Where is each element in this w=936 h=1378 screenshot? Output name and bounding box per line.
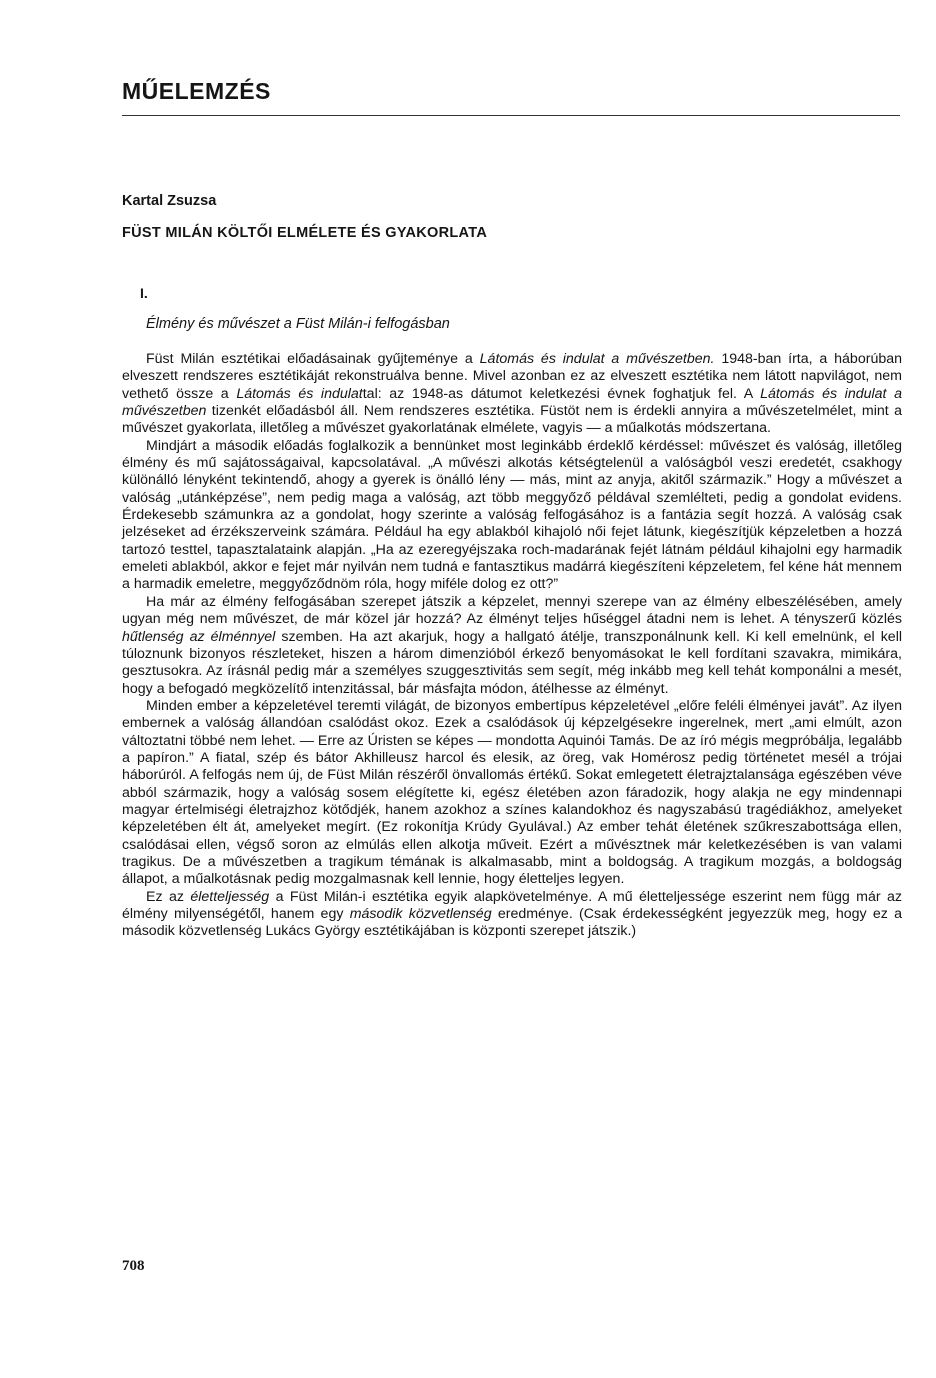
text-run: Ez az	[146, 888, 191, 905]
section-heading: MŰELEMZÉS	[122, 78, 271, 104]
text-run: Ha már az élmény felfogásában szerepet játszik a képzelet, mennyi szerepe van az élmény elbeszélésében, amely ugyan még nem művészet, de már közel jár hozzá? Az élményt teljes hűséggel átadni nem is lehet. A tényszerű közlés	[122, 593, 902, 628]
italic-title-ref: második közvetlenség	[349, 906, 492, 922]
text-run: Füst Milán esztétikai előadásainak gyűjteménye a	[146, 351, 480, 367]
text-run: tal: az 1948-as dátumot keletkezési évnek foghatjuk fel. A	[362, 385, 761, 402]
text-run: Mindjárt a második előadás foglalkozik a bennünket most leginkább érdeklő kérdéssel: művészet és valóság, illetőleg élmény és mű sajátosságaival, kapcsolatával. „A művészi alkotás kétségtelenül a valóságból veszi eredetét, csakhogy különálló lényként tekintendő, ahogy a gyerek is önálló lény — más, mint az anyja, akitől származik.” Hogy a művészet a valóság „utánképzése”, nem pedig maga a valóság, azt több meggyőző példával szemlélteti, pedig a gondolat evidens. Érdekesebb számunkra az a gondolat, hogy szerinte a valóság felfogásához is a fantázia segít hozzá. A valóság csak jelzéseket ad érzékszerveink számára. Például ha egy ablakból kihajoló női fejet látunk, kiegészítjük képzeletben a hozzá tartozó testtel, tapasztalataink alapján. „Ha az ezeregyéjszaka roch-madarának fejét látnám például kihajolni egy harmadik emeleti ablakból, akkor e fejet már nyilván nem tudná e fantasztikus madárrá kiegészíteni képzeletem, fel kéne hát mennem a harmadik emeletre, meggyőződnöm róla, hogy miféle dolog ez ott?”	[122, 437, 902, 593]
article-body	[122, 351, 902, 941]
paragraph-1	[122, 351, 902, 438]
text-run: Minden ember a képzeletével teremti világát, de bizonyos embertípus képzeletével „előre feléli élményei javát”. Az ilyen embernek a valóság állandóan csalódást okoz. Ezek a csalódások új képzelgésekre ingerelnek, mert „ami elmúlt, azon változtatni többé nem lehet. — Erre az Úristen se képes — mondotta Aquinói Tamás. De az író mégis megpróbálja, legalább a papíron.” A fiatal, szép és bátor Akhilleusz harcol és elesik, az öreg, vak Homérosz pedig történetet mesél a trójai háborúról. A felfogás nem új, de Füst Milán részéről önvallomás értékű. Sokat emlegetett életrajztalansága egészében véve abból származik, hogy a valóság sosem elégítette ki, egész életében azon fáradozik, hogy alakja ne egy mindennapi magyar értelmiségi életrajzhoz kötődjék, hanem azokhoz a színes kalandokhoz és nagyszabású tragédiákhoz, amelyeket képzeletében élt át, amelyeket megírt. (Ez rokonítja Krúdy Gyulával.) Az ember tehát életének szűkreszabottsága ellen, csalódásai ellen, végső soron az elmúlás ellen alkotja műveit. Ezért a művésztnek már keletkezésében is van valami tragikus. De a művészetben a tragikum témának is alkalmasabb, mint a boldogság. A tragikum mozgás, a boldogság állapot, a műalkotásnak pedig mozgalmasnak kell lennie, hogy életteljes legyen.	[122, 697, 902, 888]
text-run: szemben. Ha azt akarjuk, hogy a hallgató átélje, transzponálnunk kell. Ki kell emelnünk, el kell túloznunk bizonyos részleteket, hiszen a három dimenzióból érkező benyomásokat le kell fordítani szavakra, mimikára, gesztusokra. Az írásnál pedig már a személyes szuggesztivitás sem segít, még inkább meg kell tehát komponálni a mesét, hogy a befogadó megközelítő intenzitással, bár másfajta módon, átélhesse az élményt.	[122, 628, 902, 697]
page-number: 708	[122, 1258, 145, 1274]
italic-title-ref: Látomás és indulat	[236, 385, 363, 402]
text-run: 1948-ban írta, a háborúban elveszett rendszeres esztétikáját rekonstruálva benne. Mivel azonban ez az elveszett esztétika nem látott napvilágot, nem vethető össze a	[122, 351, 903, 402]
text-run: eredménye. (Csak érdekességként jegyezzük meg, hogy ez a második közvetlenség Lukács György esztétikájában is központi szerepet játszik.)	[122, 906, 903, 940]
paragraph-2	[122, 438, 902, 594]
italic-title-ref: életteljesség	[190, 888, 270, 905]
section-subtitle: Élmény és művészet a Füst Milán-i felfogásban	[146, 316, 450, 332]
paragraph-5	[122, 889, 902, 941]
italic-title-ref: Látomás és indulat a művészetben	[122, 385, 902, 420]
text-run: a Füst Milán-i esztétika egyik alapkövetelménye. A mű életteljessége eszerint nem függ már az élmény milyenségétől, hanem egy	[122, 888, 902, 922]
italic-title-ref: Látomás és indulat a művészetben.	[479, 351, 715, 367]
article-title: FÜST MILÁN KÖLTŐI ELMÉLETE ÉS GYAKORLATA	[122, 225, 488, 241]
article-author: Kartal Zsuzsa	[122, 193, 217, 209]
paragraph-4	[122, 698, 902, 889]
text-run: tizenkét előadásból áll. Nem rendszeres esztétika. Füstöt nem is érdekli annyira a művészetelmélet, mint a művészet gyakorlata, illetőleg a művészet gyakorlatának elmélete, vagyis — a műalkotás módszertana.	[122, 403, 902, 437]
italic-title-ref: hűtlenség az élménnyel	[122, 628, 276, 645]
header-rule	[122, 115, 900, 116]
paragraph-3	[122, 594, 902, 698]
part-number: I.	[140, 285, 148, 301]
